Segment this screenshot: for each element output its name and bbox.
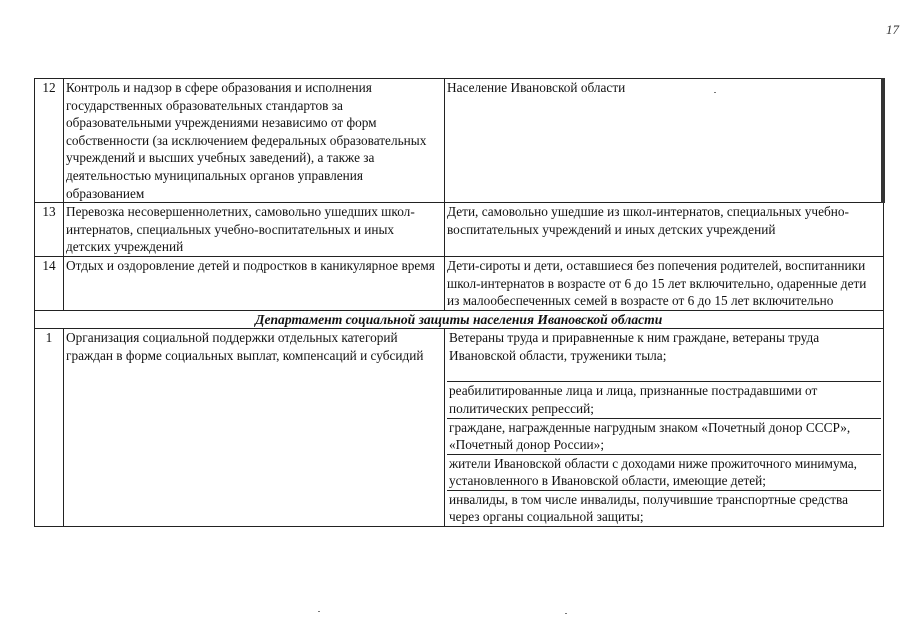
table-row [35,329,884,527]
recipient-item: граждане, награжденные нагрудным знаком «Почетный донор СССР», «Почетный донор России»; [447,419,881,455]
recipient-item: инвалиды, в том числе инвалиды, получившие транспортные средства через органы социальной защиты; [449,491,849,525]
table-row [35,256,884,310]
recipient-list [447,329,881,526]
service-recipient: Дети, самовольно ушедшие из школ-интернатов, специальных учебно-воспитательных учреждений и иных детских учреждений [445,203,884,257]
scan-speck [714,92,716,93]
row-number: 14 [35,256,64,310]
table-row [35,203,884,257]
table-row [35,79,884,203]
recipient-item: реабилитированные лица и лица, признанные пострадавшими от политических репрессий; [447,382,881,418]
services-table [34,78,885,527]
page-number: 17 [886,22,899,37]
service-description: Отдых и оздоровление детей и подростков в каникулярное время [64,256,445,310]
department-header-row [35,310,884,329]
scan-speck [565,613,567,614]
service-recipient: Дети-сироты и дети, оставшиеся без попечения родителей, воспитанники школ-интернатов в возрасте от 6 до 15 лет включительно, одаренные дети из малообеспеченных семей в возрасте от 6 до 15 лет включительно [445,256,884,310]
department-heading: Департамент социальной защиты населения Ивановской области [35,310,884,329]
row-number: 13 [35,203,64,257]
recipient-item: Ветераны труда и приравненные к ним граждане, ветераны труда Ивановской области, труженики тыла; [447,329,881,382]
service-description: Перевозка несовершеннолетних, самовольно ушедших школ-интернатов, специальных учебно-воспитательных и иных детских учреждений [64,203,445,257]
row-number: 1 [35,329,64,527]
service-description: Контроль и надзор в сфере образования и исполнения государственных образовательных стандартов за образовательными учреждениями независимо от форм собственности (за исключением федеральных образовательных учреждений и высших учебных заведений), а также за деятельностью муниципальных органов управления образованием [64,79,445,203]
recipient-list-cell [445,329,884,527]
scan-speck [318,611,320,612]
service-description: Организация социальной поддержки отдельных категорий граждан в форме социальных выплат, компенсаций и субсидий [64,329,445,527]
row-number: 12 [35,79,64,203]
recipient-item: жители Ивановской области с доходами ниже прожиточного минимума, установленного в Ивановской области, имеющие детей; [447,455,881,491]
service-recipient: Население Ивановской области [445,79,884,203]
